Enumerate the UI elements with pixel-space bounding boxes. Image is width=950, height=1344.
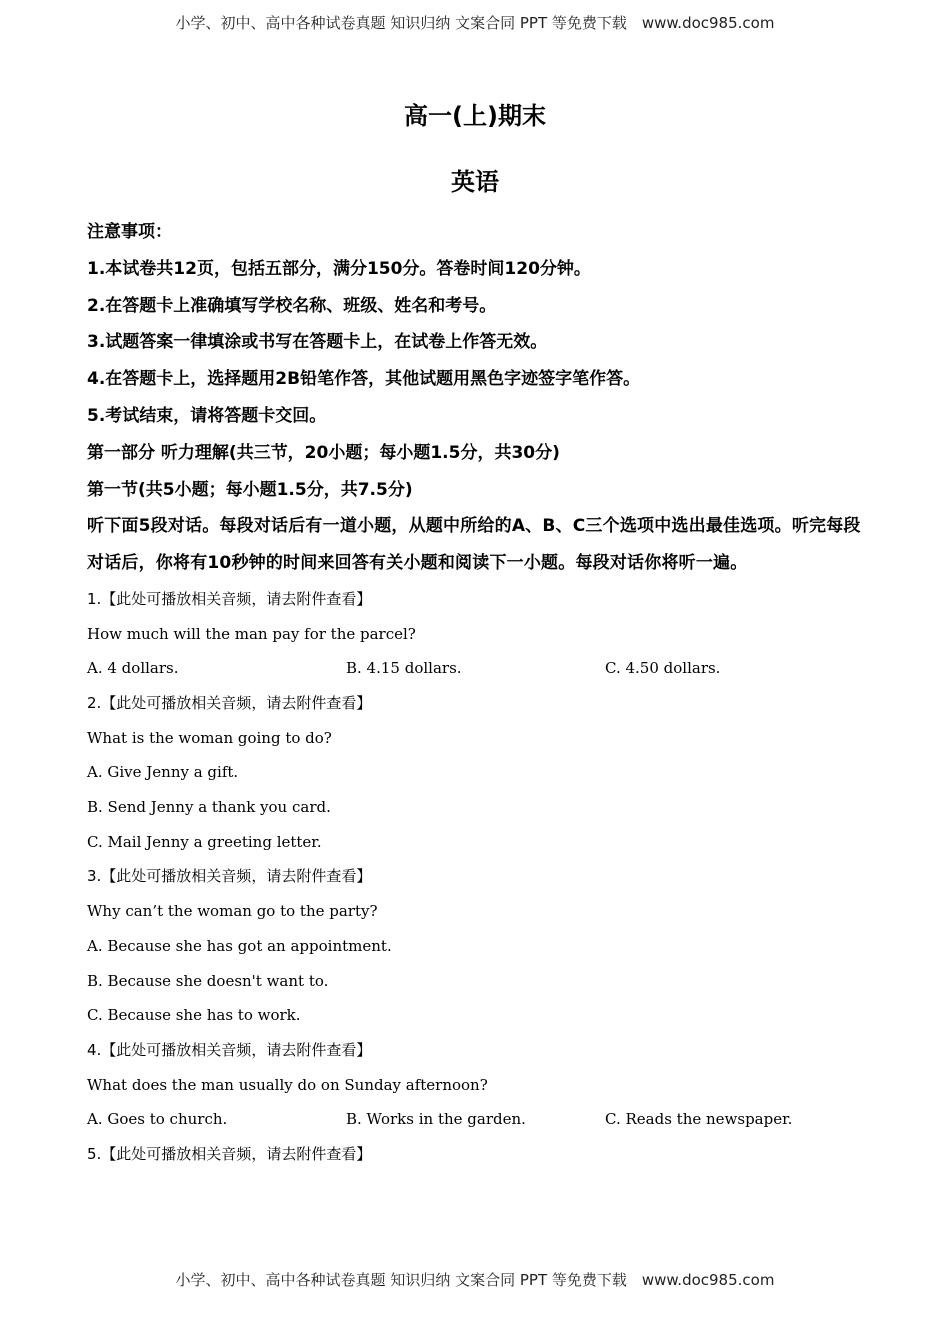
question-1-options [87, 651, 877, 686]
question-4-option-c: C. Reads the newspaper. [605, 1110, 793, 1129]
part1-heading: 第一部分 听力理解(共三节，20小题；每小题1.5分，共30分) [87, 442, 560, 463]
question-4-option-a: A. Goes to church. [87, 1110, 228, 1129]
question-3-option-b: B. Because she doesn't want to. [87, 971, 329, 990]
section1-heading: 第一节(共5小题；每小题1.5分，共7.5分) [87, 479, 413, 500]
notice-item-3: 3.试题答案一律填涂或书写在答题卡上，在试卷上作答无效。 [87, 332, 548, 353]
question-1-head: 1.【此处可播放相关音频，请去附件查看】 [87, 589, 372, 608]
subject-title: 英语 [451, 168, 499, 196]
page-footer: 小学、初中、高中各种试卷真题 知识归纳 文案合同 PPT 等免费下载 www.doc985.com [175, 1271, 775, 1289]
exam-content [87, 214, 877, 1172]
question-5-head: 5.【此处可播放相关音频，请去附件查看】 [87, 1144, 372, 1163]
question-4-options [87, 1102, 877, 1137]
notice-heading: 注意事项： [87, 222, 172, 242]
question-3-text: Why can’t the woman go to the party? [87, 902, 378, 921]
question-2-option-c: C. Mail Jenny a greeting letter. [87, 832, 322, 851]
page-header: 小学、初中、高中各种试卷真题 知识归纳 文案合同 PPT 等免费下载 www.doc985.com [175, 14, 775, 32]
question-3-option-a: A. Because she has got an appointment. [87, 936, 392, 955]
question-4-head: 4.【此处可播放相关音频，请去附件查看】 [87, 1040, 372, 1059]
question-1-text: How much will the man pay for the parcel? [87, 624, 416, 643]
question-1-option-b: B. 4.15 dollars. [346, 659, 462, 678]
question-1-option-a: A. 4 dollars. [87, 659, 179, 678]
listening-instruction: 听下面5段对话。每段对话后有一道小题，从题中所给的A、B、C三个选项中选出最佳选项。听完每段对话后，你将有10秒钟的时间来回答有关小题和阅读下一小题。每段对话你将听一遍。 [87, 516, 861, 574]
question-1-option-c: C. 4.50 dollars. [605, 659, 721, 678]
notice-item-1: 1.本试卷共12页，包括五部分，满分150分。答卷时间120分钟。 [87, 258, 591, 279]
question-4-text: What does the man usually do on Sunday afternoon? [87, 1075, 488, 1094]
notice-item-5: 5.考试结束，请将答题卡交回。 [87, 405, 327, 426]
notice-item-4: 4.在答题卡上，选择题用2B铅笔作答，其他试题用黑色字迹签字笔作答。 [87, 369, 641, 390]
question-2-text: What is the woman going to do? [87, 728, 332, 747]
question-4-option-b: B. Works in the garden. [346, 1110, 526, 1129]
question-3-option-c: C. Because she has to work. [87, 1006, 301, 1025]
question-2-head: 2.【此处可播放相关音频，请去附件查看】 [87, 694, 372, 713]
question-2-option-b: B. Send Jenny a thank you card. [87, 798, 331, 817]
exam-title: 高一(上)期末 [404, 102, 546, 130]
question-3-head: 3.【此处可播放相关音频，请去附件查看】 [87, 867, 372, 886]
question-2-option-a: A. Give Jenny a gift. [87, 763, 239, 782]
notice-item-2: 2.在答题卡上准确填写学校名称、班级、姓名和考号。 [87, 295, 497, 316]
